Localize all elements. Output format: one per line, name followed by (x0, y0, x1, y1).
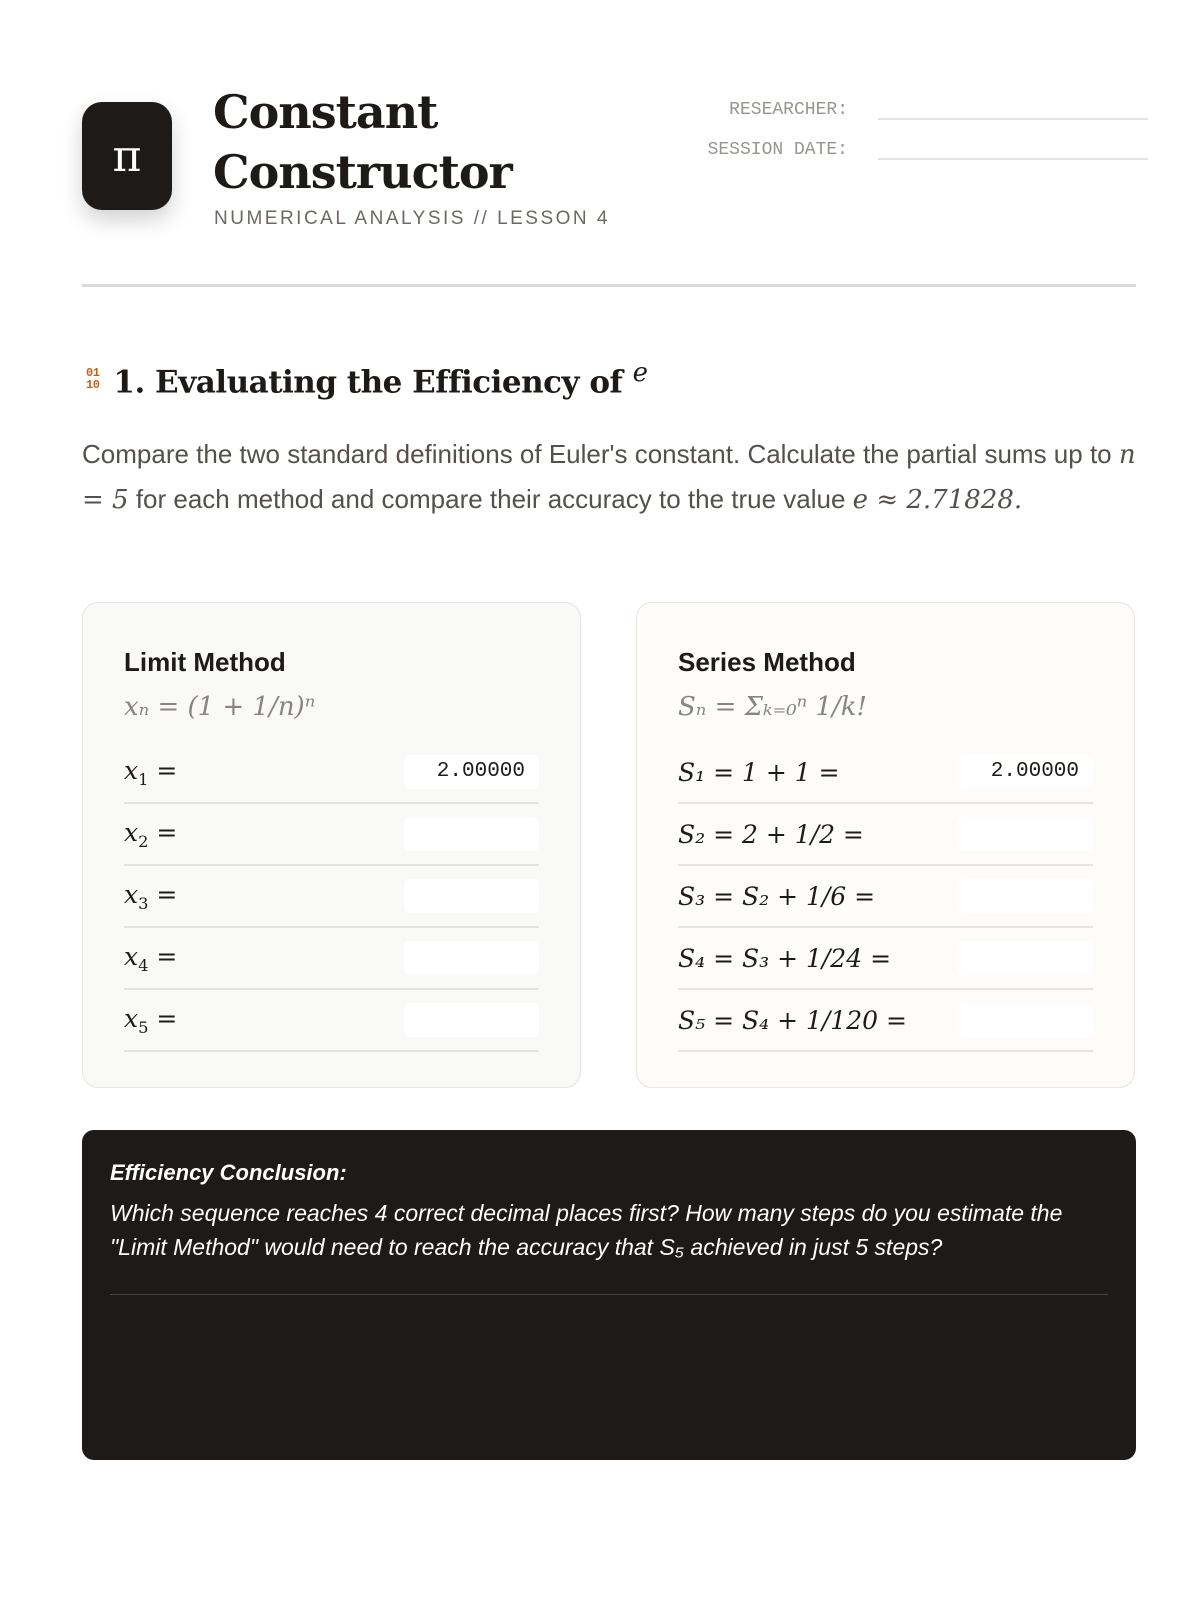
value-input[interactable]: 2.00000 (404, 755, 539, 789)
card-title: Series Method (678, 647, 856, 677)
value-input[interactable] (958, 879, 1093, 913)
row-label: $x_2$ = (124, 817, 178, 851)
table-row (124, 866, 539, 928)
table-row (124, 742, 539, 804)
section-heading: 01 10 1. Evaluating the Efficiency of $^e$ (86, 358, 648, 401)
table-row (124, 804, 539, 866)
row-label: S₄ = S₃ + 1/24 = (678, 943, 892, 973)
row-label: $x_4$ = (124, 941, 178, 975)
conclusion-answer-area[interactable] (110, 1294, 1108, 1414)
row-label: S₃ = S₂ + 1/6 = (678, 881, 876, 911)
table-row (678, 990, 1093, 1052)
value-input[interactable] (404, 817, 539, 851)
researcher-field[interactable] (878, 92, 1148, 120)
session-date-label: SESSION DATE: (707, 140, 848, 160)
page-subtitle: NUMERICAL ANALYSIS // LESSON 4 (214, 208, 610, 229)
meta-fields (690, 80, 1148, 160)
researcher-label: RESEARCHER: (729, 100, 848, 120)
row-label: $x_1$ = (124, 755, 178, 789)
intro-text: Compare the two standard definitions of Euler's constant. Calculate the partial sums up to n = 5 for each method and compare their accuracy to the true value e ≈ 2.71828. (82, 439, 1136, 515)
page-title: Constant Constructor (213, 85, 512, 199)
card-title: Limit Method (124, 647, 286, 677)
value-input[interactable] (404, 879, 539, 913)
limit-method-card (82, 602, 581, 1088)
table-row (678, 928, 1093, 990)
series-formula: Sₙ = Σₖ₌₀ⁿ 1/k! (678, 692, 867, 722)
limit-formula: xₙ = (1 + 1/n)ⁿ (124, 692, 316, 722)
table-row (678, 804, 1093, 866)
row-label: $x_3$ = (124, 879, 178, 913)
value-input[interactable] (958, 817, 1093, 851)
row-label: S₅ = S₄ + 1/120 = (678, 1005, 907, 1035)
value-input[interactable] (958, 1003, 1093, 1037)
table-row (678, 866, 1093, 928)
row-label: S₁ = 1 + 1 = (678, 757, 840, 787)
series-method-card (636, 602, 1135, 1088)
pi-logo-icon: π (82, 102, 172, 210)
row-label: $x_5$ = (124, 1003, 178, 1037)
binary-icon: 01 10 (86, 366, 100, 393)
table-row (124, 928, 539, 990)
value-input[interactable] (958, 941, 1093, 975)
session-date-field[interactable] (878, 132, 1148, 160)
value-input[interactable] (404, 941, 539, 975)
table-row (124, 990, 539, 1052)
row-label: S₂ = 2 + 1/2 = (678, 819, 864, 849)
table-row (678, 742, 1093, 804)
divider (82, 284, 1136, 287)
value-input[interactable]: 2.00000 (958, 755, 1093, 789)
conclusion-question: Which sequence reaches 4 correct decimal places first? How many steps do you estimate the "Limit Method" would need to reach the accuracy that S₅ achieved in just 5 steps? (110, 1200, 1063, 1260)
conclusion-box (82, 1130, 1136, 1460)
value-input[interactable] (404, 1003, 539, 1037)
conclusion-heading: Efficiency Conclusion: (110, 1160, 347, 1185)
